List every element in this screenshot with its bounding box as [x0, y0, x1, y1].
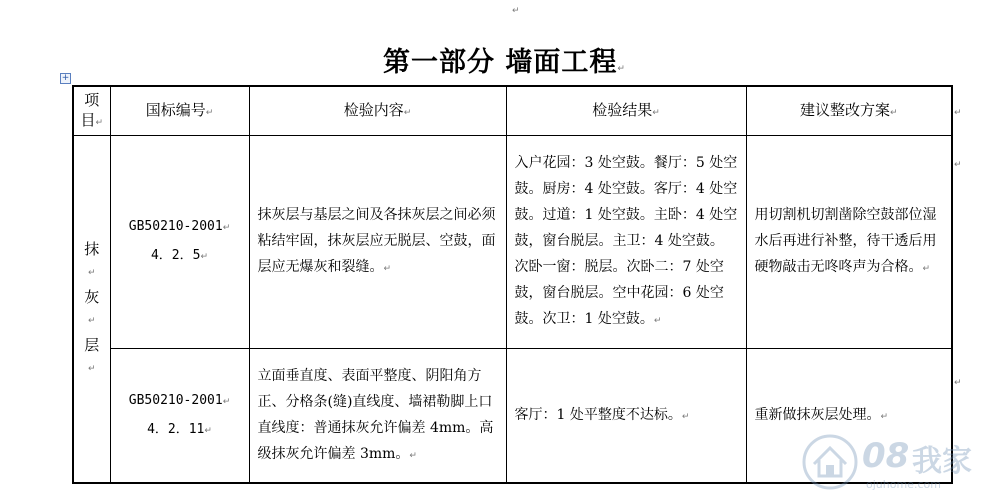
- table-move-handle-icon[interactable]: +: [61, 73, 70, 83]
- cell-mark: ↵: [681, 411, 690, 422]
- advice-cell: [746, 136, 952, 349]
- cell-mark: ↵: [204, 425, 212, 436]
- cell-mark: ↵: [652, 107, 660, 118]
- cell-mark: ↵: [95, 117, 104, 128]
- header-result: [506, 86, 746, 136]
- content-cell: [249, 349, 506, 484]
- cell-mark: ↵: [205, 107, 214, 118]
- advice-text: 重新做抹灰层处理。: [754, 406, 881, 423]
- header-advice-text: 建议整改方案: [799, 100, 890, 119]
- content-cell: [249, 136, 506, 349]
- paragraph-mark: ↵: [222, 223, 231, 233]
- group-char: 层: [84, 336, 100, 354]
- paragraph-mark: ↵: [512, 6, 520, 16]
- header-item: [73, 86, 110, 136]
- header-content-text: 检验内容: [343, 100, 404, 119]
- content-text: 立面垂直度、表面平整度、阴阳角方正、分格条(缝)直线度、墙裙勒脚上口直线度：普通抹灰允许偏差 4mm。高级抹灰允许偏差 3mm。: [257, 367, 494, 462]
- cell-mark: ↵: [653, 316, 662, 326]
- code-line1: GB50210-2001: [128, 219, 223, 234]
- advice-text: 用切割机切割凿除空鼓部位湿水后再进行补整，待干透后用硬物敲击无咚咚声为合格。: [754, 207, 937, 275]
- result-cell: [506, 136, 746, 349]
- header-item-line2: 目: [80, 110, 96, 129]
- page-title-text: 第一部分 墙面工程: [383, 47, 618, 78]
- result-cell: [506, 349, 746, 484]
- result-text: 入户花园：3 处空鼓。餐厅：5 处空鼓。厨房：4 处空鼓。客厅：4 处空鼓。过道：1 处空鼓。主卧：4 处空鼓，窗台脱层。主卫：4 处空鼓。次卧一窗：脱层。次卧二：7 处空鼓，窗台脱层。空中花园：6 处空鼓。次卫：1 处空鼓。: [514, 155, 738, 327]
- cell-mark: ↵: [409, 450, 417, 461]
- row-end-mark: ↵: [954, 378, 962, 388]
- header-content: [249, 86, 506, 136]
- table-row: [73, 136, 952, 349]
- header-item-line1: 项: [84, 90, 100, 109]
- paragraph-mark: ↵: [222, 396, 231, 407]
- group-char: 抹: [84, 240, 100, 258]
- group-cell-plaster-layer: [73, 136, 110, 484]
- cell-mark: ↵: [403, 107, 412, 118]
- inspection-table: [72, 85, 953, 484]
- site-watermark: [800, 432, 985, 494]
- code-cell: [110, 136, 249, 349]
- header-code-text: 国标编号: [145, 100, 206, 119]
- paragraph-mark: ↵: [87, 268, 96, 278]
- cell-mark: ↵: [922, 264, 931, 274]
- cell-mark: ↵: [889, 107, 898, 118]
- group-char: 灰: [84, 288, 100, 306]
- row-end-mark: ↵: [954, 160, 962, 170]
- header-result-text: 检验结果: [592, 100, 653, 119]
- cell-mark: ↵: [200, 252, 209, 262]
- code-cell: [110, 349, 249, 484]
- watermark-text: 我家: [912, 444, 972, 479]
- cell-mark: ↵: [880, 411, 889, 422]
- header-code: [110, 86, 249, 136]
- table-header-row: [73, 86, 952, 136]
- code-line2: 4．2．5: [150, 248, 201, 263]
- paragraph-mark: ↵: [617, 64, 626, 74]
- code-line2: 4．2．11: [147, 421, 205, 437]
- watermark-number: 08: [862, 436, 910, 476]
- page-title: [383, 40, 626, 79]
- result-text: 客厅：1 处平整度不达标。: [514, 406, 682, 423]
- house-logo-icon: [800, 432, 860, 490]
- header-advice: [746, 86, 952, 136]
- watermark-url: ojuhome.com: [866, 478, 941, 491]
- paragraph-mark: ↵: [87, 316, 96, 326]
- row-end-mark: ↵: [954, 108, 962, 118]
- cell-mark: ↵: [383, 264, 392, 274]
- code-line1: GB50210-2001: [128, 392, 223, 408]
- content-text: 抹灰层与基层之间及各抹灰层之间必须粘结牢固，抹灰层应无脱层、空鼓，面层应无爆灰和裂缝。: [257, 207, 496, 275]
- paragraph-mark: ↵: [87, 364, 96, 374]
